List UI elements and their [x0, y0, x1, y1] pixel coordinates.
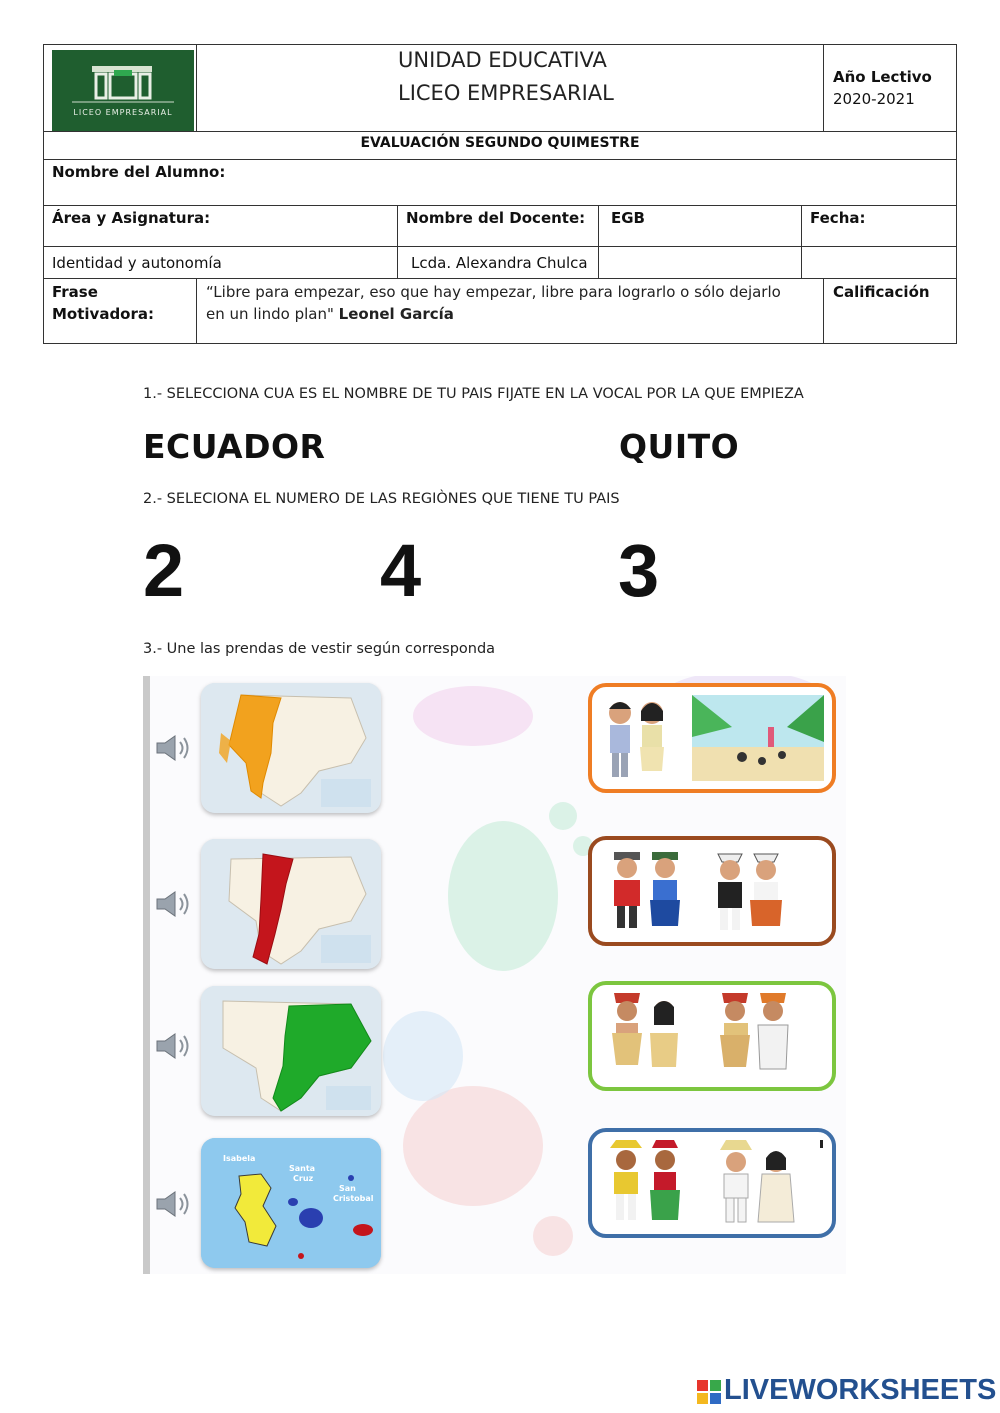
- map-costa[interactable]: [201, 683, 381, 813]
- date-label: Fecha:: [810, 209, 866, 227]
- speaker-icon[interactable]: [153, 733, 195, 763]
- option-ecuador[interactable]: ECUADOR: [143, 427, 326, 466]
- dress-card-sierra[interactable]: [588, 836, 836, 946]
- label-san: San: [339, 1184, 356, 1193]
- student-name-label: Nombre del Alumno:: [52, 163, 226, 181]
- label-cristobal: Cristobal: [333, 1194, 374, 1203]
- teacher-label: Nombre del Docente:: [406, 209, 586, 227]
- dress-card-insular[interactable]: [588, 1128, 836, 1238]
- phrase-line-1: “Libre para empezar, eso que hay empezar, libre para lograrlo o sólo dejarlo: [206, 283, 781, 301]
- school-name-line2: LICEO EMPRESARIAL: [398, 81, 614, 105]
- map-sierra[interactable]: [201, 839, 381, 969]
- phrase-label-2: Motivadora:: [52, 305, 155, 323]
- question-2: 2.- SELECIONA EL NUMERO DE LAS REGIÒNES QUE TIENE TU PAIS: [143, 491, 620, 507]
- scroll-bar: [143, 676, 150, 1274]
- label-cruz: Cruz: [293, 1174, 314, 1183]
- area-value: Identidad y autonomía: [52, 254, 222, 272]
- phrase-text: en un lindo plan": [206, 305, 334, 323]
- phrase-line-2: [206, 305, 454, 323]
- watermark-text: LIVEWORKSHEETS: [724, 1374, 997, 1406]
- area-label: Área y Asignatura:: [52, 209, 211, 227]
- dress-card-oriente[interactable]: [588, 981, 836, 1091]
- logo-text: LICEO EMPRESARIAL: [73, 108, 173, 117]
- option-2[interactable]: 2: [143, 529, 185, 612]
- matching-activity: [143, 676, 846, 1274]
- speaker-icon[interactable]: [153, 1189, 195, 1219]
- year-value: 2020-2021: [833, 90, 915, 108]
- label-isabela: Isabela: [223, 1154, 256, 1163]
- exam-title: EVALUACIÓN SEGUNDO QUIMESTRE: [360, 135, 640, 151]
- phrase-author: Leonel García: [338, 305, 454, 323]
- option-3[interactable]: 3: [618, 529, 660, 612]
- speaker-icon[interactable]: [153, 1031, 195, 1061]
- grade-label: Calificación: [833, 283, 930, 301]
- liveworksheets-logo-icon: [697, 1380, 721, 1404]
- speaker-icon[interactable]: [153, 889, 195, 919]
- phrase-label-1: Frase: [52, 283, 98, 301]
- dress-card-costa[interactable]: [588, 683, 836, 793]
- level-label: EGB: [611, 209, 645, 227]
- label-santa: Santa: [289, 1164, 316, 1173]
- map-galapagos[interactable]: [201, 1138, 381, 1268]
- teacher-value: Lcda. Alexandra Chulca: [411, 254, 588, 272]
- school-name-line1: UNIDAD EDUCATIVA: [398, 48, 607, 72]
- map-oriente[interactable]: [201, 986, 381, 1116]
- option-quito[interactable]: QUITO: [619, 427, 740, 466]
- school-logo: [52, 50, 194, 131]
- question-3: 3.- Une las prendas de vestir según corresponda: [143, 641, 496, 657]
- year-label: Año Lectivo: [833, 68, 932, 86]
- question-1: 1.- SELECCIONA CUA ES EL NOMBRE DE TU PAIS FIJATE EN LA VOCAL POR LA QUE EMPIEZA: [143, 386, 804, 402]
- option-4[interactable]: 4: [380, 529, 422, 612]
